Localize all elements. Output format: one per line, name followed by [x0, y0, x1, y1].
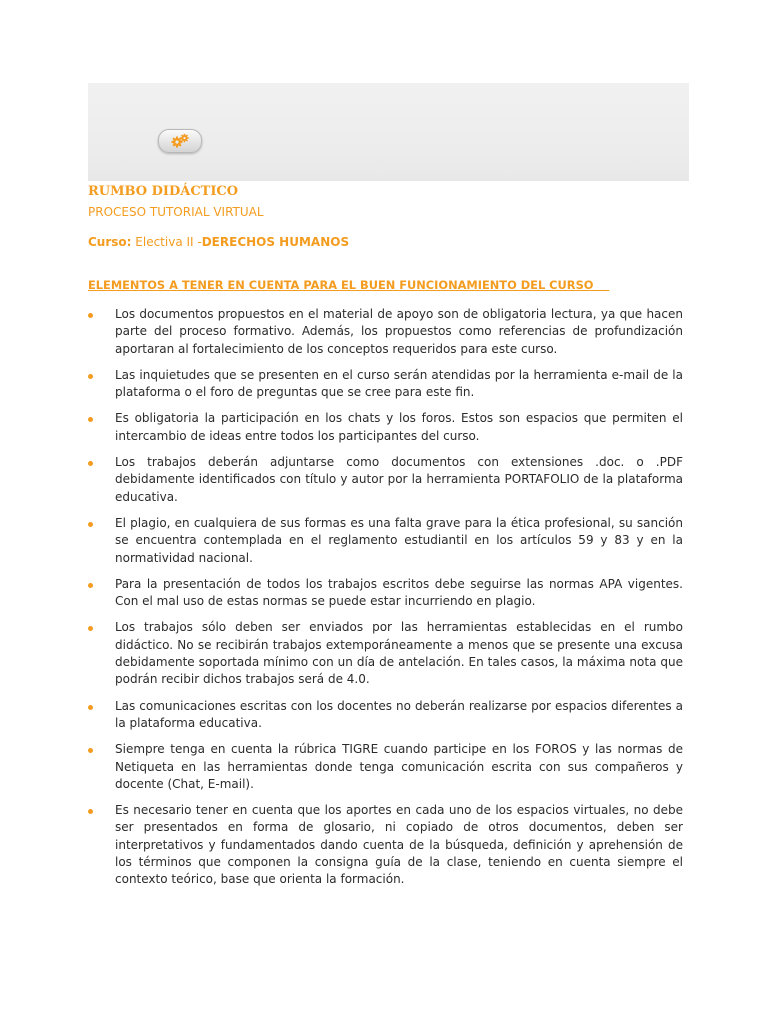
list-item: [88, 367, 683, 402]
list-item: [88, 410, 683, 445]
list-item-text: Para la presentación de todos los trabajos escritos debe seguirse las normas APA vigentes. Con el mal uso de estas normas se puede estar incurriendo en plagio.: [115, 576, 683, 609]
list-item-text: Los trabajos deberán adjuntarse como documentos con extensiones .doc. o .PDF debidamente identificados con título y autor por la herramienta PORTAFOLIO de la plataforma educativa.: [115, 455, 683, 504]
list-item: [88, 576, 683, 611]
document-subtitle: PROCESO TUTORIAL VIRTUAL: [88, 205, 264, 219]
gears-icon-graphic: [169, 132, 191, 150]
list-item-text: Las comunicaciones escritas con los docentes no deberán realizarse por espacios diferentes a la plataforma educativa.: [115, 698, 683, 730]
list-item: [88, 802, 683, 888]
document-title: RUMBO DIDÁCTICO: [88, 184, 239, 199]
list-item-text: Los documentos propuestos en el material de apoyo son de obligatoria lectura, ya que hacen parte del proceso formativo. Además, los propuestos como referencias de profundización aportaran al fortalecimiento de los conceptos requeridos para este curso.: [115, 307, 683, 356]
course-line: [88, 234, 688, 250]
list-item: [88, 306, 683, 358]
bullet-icon: [88, 313, 93, 318]
bullet-icon: [88, 626, 93, 631]
gears-icon: [158, 129, 202, 153]
course-value: Electiva II -: [135, 235, 202, 249]
list-item: [88, 515, 683, 567]
bullet-icon: [88, 374, 93, 379]
bullet-icon: [88, 705, 93, 710]
bullet-icon: [88, 583, 93, 588]
bullet-icon: [88, 461, 93, 466]
list-item-text: El plagio, en cualquiera de sus formas es una falta grave para la ética profesional, su sanción se encuentra contemplada en el reglamento estudiantil en los artículos 59 y 83 y en la normatividad nacional.: [115, 515, 683, 565]
bullet-icon: [88, 522, 93, 527]
course-name: DERECHOS HUMANOS: [201, 235, 350, 249]
list-item-text: Es necesario tener en cuenta que los aportes en cada uno de los espacios virtuales, no debe ser presentados en forma de glosario, ni copiado de otros documentos, deben ser interpretativos y fundamentados dando cuenta de la búsqueda, definición y aprehensión de los términos que componen la consigna guía de la clase, teniendo en cuenta siempre el contexto teórico, base que orienta la formación.: [115, 803, 683, 887]
bullet-icon: [88, 748, 93, 753]
header-banner: [88, 83, 689, 181]
guidelines-list: [88, 306, 683, 889]
list-item-text: Las inquietudes que se presenten en el curso serán atendidas por la herramienta e-mail de la plataforma o el foro de preguntas que se cree para este fin.: [115, 367, 683, 400]
list-item: [88, 619, 683, 688]
list-item: [88, 741, 683, 793]
list-item: [88, 454, 683, 506]
list-item: [88, 698, 683, 733]
bullet-icon: [88, 809, 93, 814]
list-item-text: Siempre tenga en cuenta la rúbrica TIGRE cuando participe en los FOROS y las normas de Netiqueta en las herramientas donde tenga comunicación escrita con sus compañeros y docente (Chat, E-mail).: [115, 742, 683, 791]
list-item-text: Los trabajos sólo deben ser enviados por las herramientas establecidas en el rumbo didáctico. No se recibirán trabajos extemporáneamente a menos que se presente una excusa debidamente soportada mínimo con un día de antelación. En tales casos, la máxima nota que podrán recibir dichos trabajos será de 4.0.: [115, 620, 683, 687]
course-label: Curso:: [88, 235, 132, 249]
bullet-icon: [88, 417, 93, 422]
list-item-text: Es obligatoria la participación en los chats y los foros. Estos son espacios que permiten el intercambio de ideas entre todos los participantes del curso.: [115, 411, 683, 443]
section-title: ELEMENTOS A TENER EN CUENTA PARA EL BUEN FUNCIONAMIENTO DEL CURSO: [88, 278, 610, 292]
document-header: [88, 184, 688, 250]
